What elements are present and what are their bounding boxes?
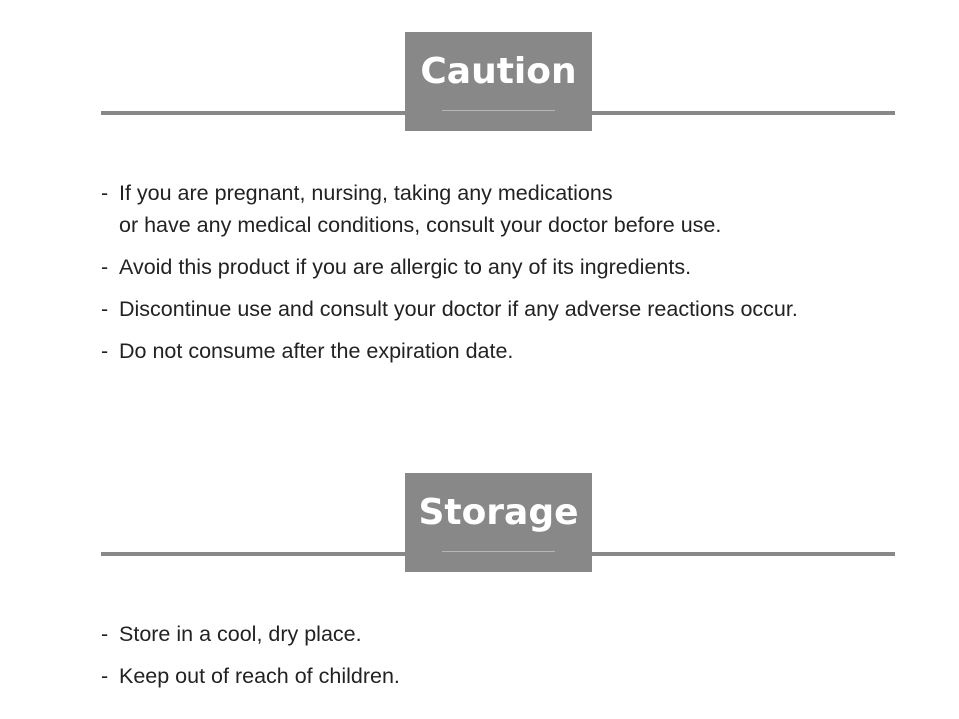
list-item — [101, 618, 400, 650]
storage-header — [0, 473, 959, 573]
bullet-dash: - — [101, 622, 109, 646]
list-item — [101, 293, 798, 325]
bullet-dash: - — [101, 339, 109, 363]
caution-title-box — [405, 32, 592, 131]
list-item — [101, 660, 400, 692]
list-item-text: Discontinue use and consult your doctor if any adverse reactions occur. — [119, 297, 798, 321]
caution-header — [0, 32, 959, 132]
list-item-text: Store in a cool, dry place. — [119, 622, 362, 646]
storage-title-underline — [442, 551, 555, 552]
storage-title: Storage — [418, 492, 579, 533]
list-item-text: If you are pregnant, nursing, taking any medications — [119, 181, 613, 205]
list-item-text: Avoid this product if you are allergic to any of its ingredients. — [119, 255, 692, 279]
list-item — [101, 177, 798, 241]
bullet-dash: - — [101, 664, 109, 688]
caution-title-underline — [442, 110, 555, 111]
list-item-text: Keep out of reach of children. — [119, 664, 400, 688]
list-item — [101, 251, 798, 283]
list-item-text: Do not consume after the expiration date. — [119, 339, 514, 363]
storage-title-box — [405, 473, 592, 572]
bullet-dash: - — [101, 255, 109, 279]
caution-list — [101, 177, 798, 377]
caution-title: Caution — [420, 51, 577, 92]
storage-list — [101, 618, 400, 702]
list-item — [101, 335, 798, 367]
bullet-dash: - — [101, 297, 109, 321]
list-item-text: or have any medical conditions, consult your doctor before use. — [119, 213, 722, 237]
bullet-dash: - — [101, 181, 109, 205]
